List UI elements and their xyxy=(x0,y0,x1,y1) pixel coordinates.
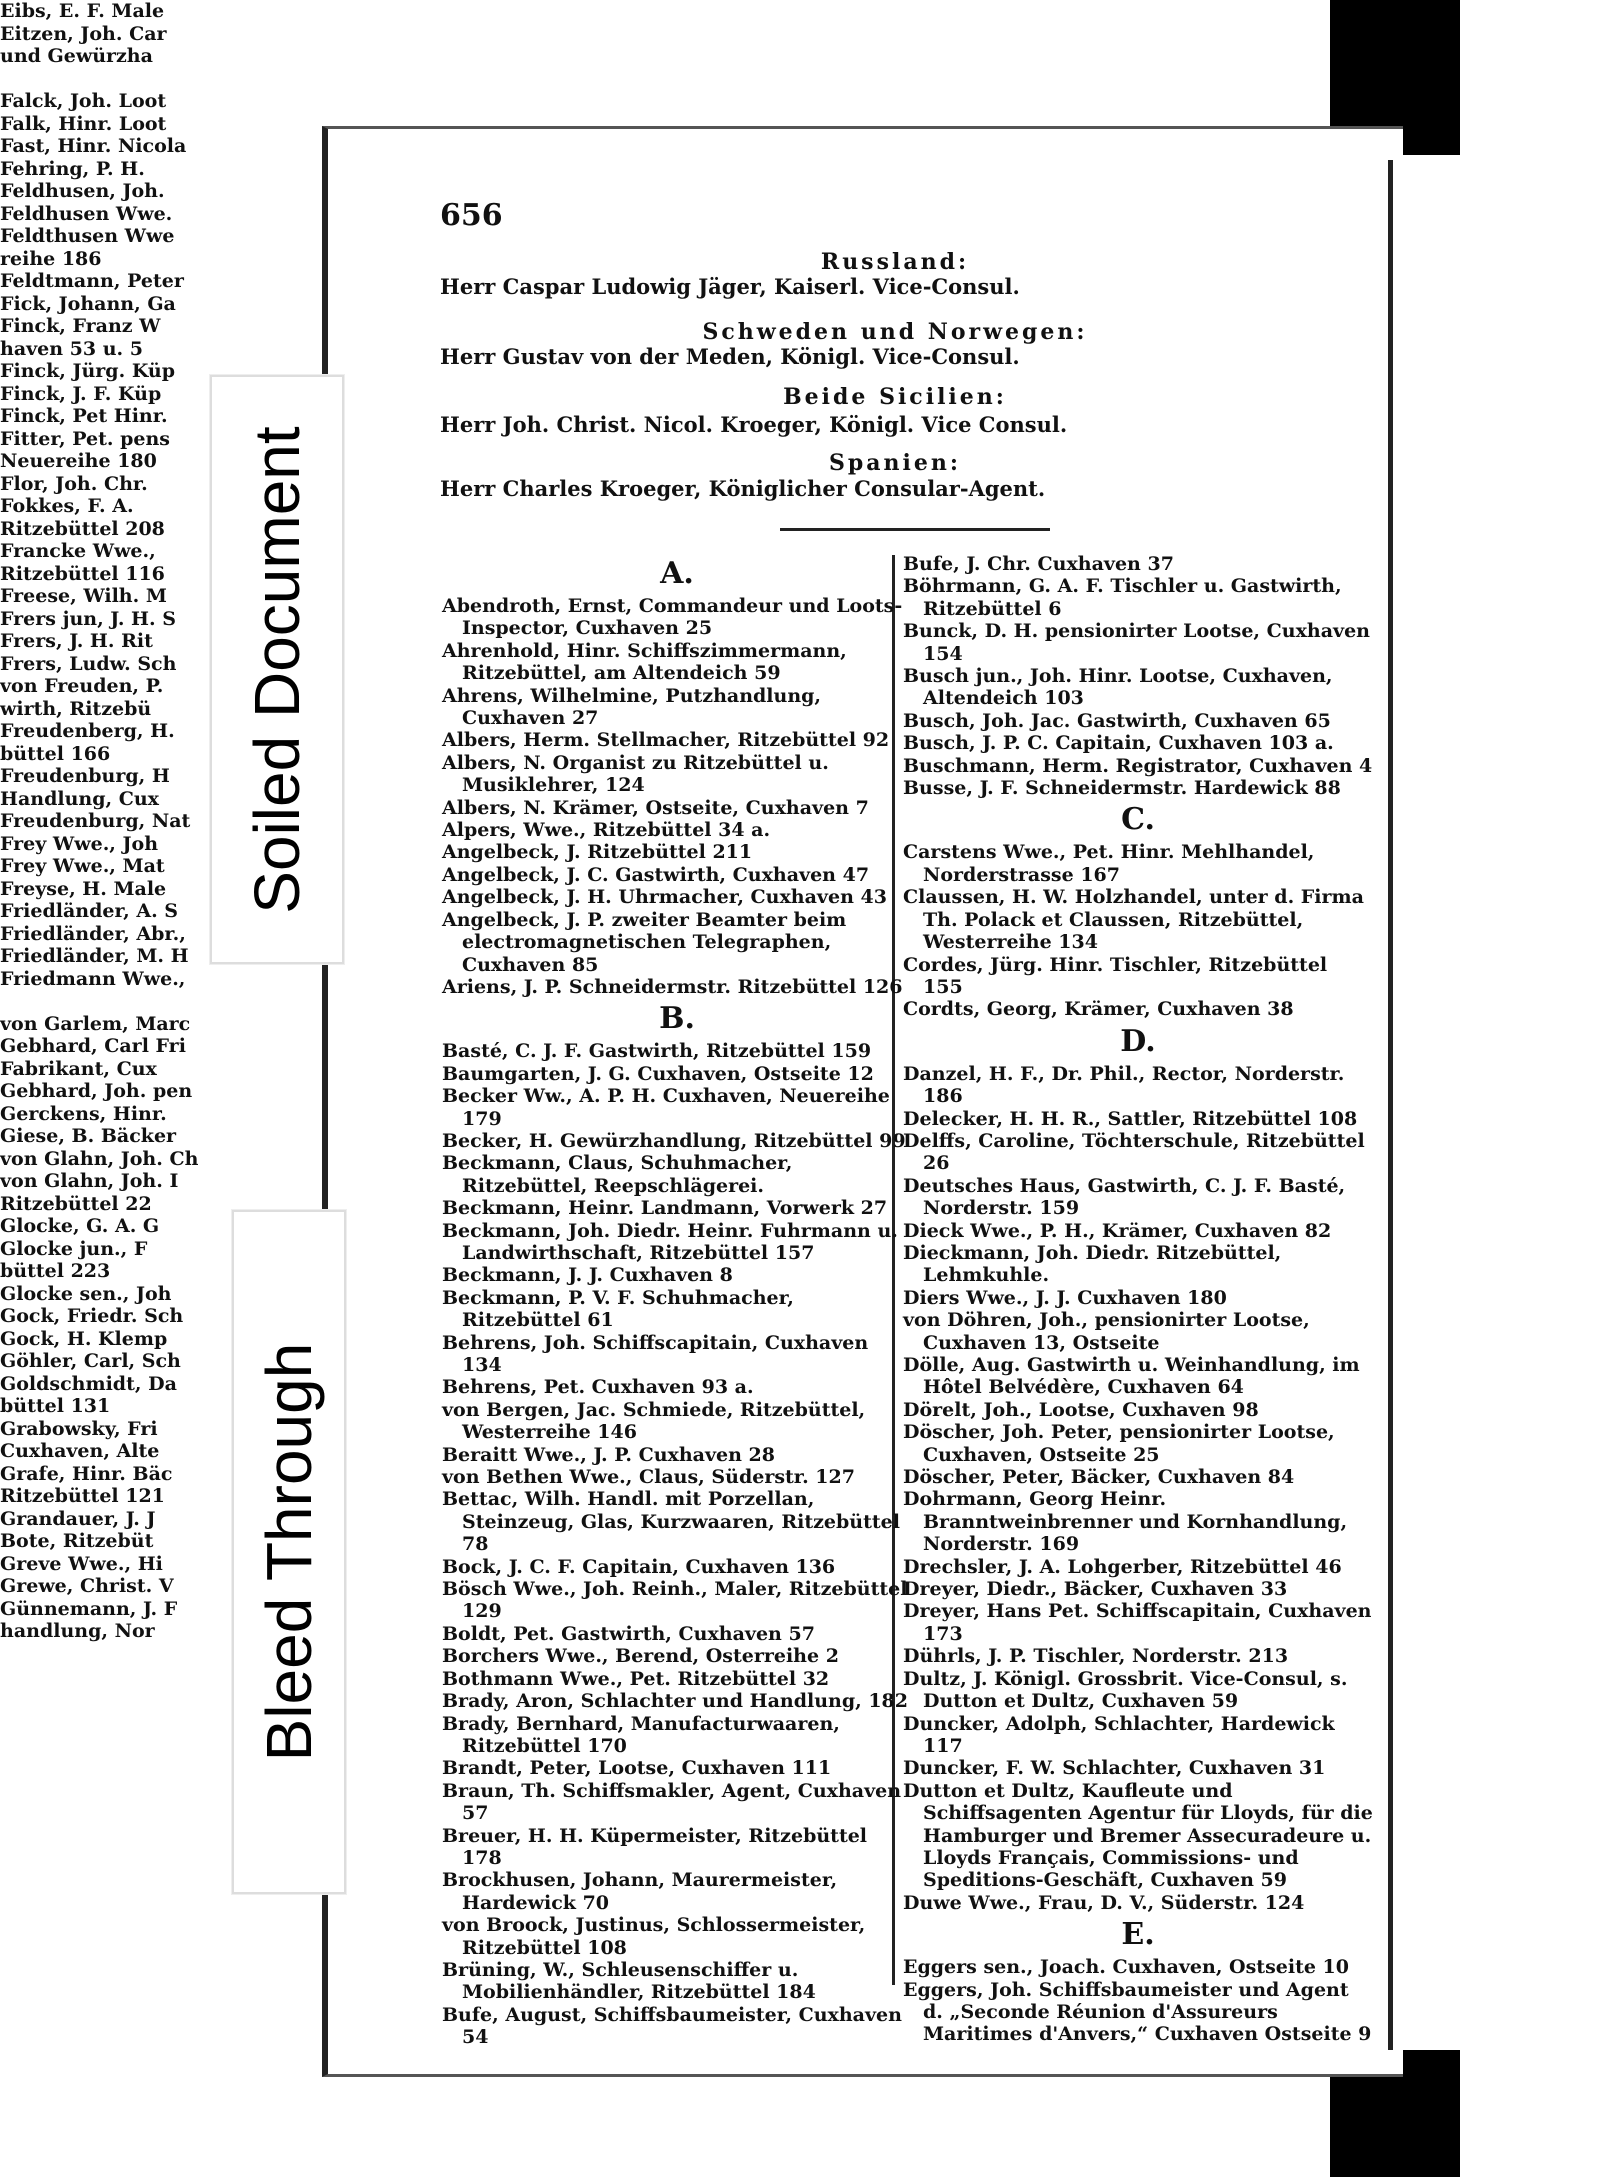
directory-entry: Boldt, Pet. Gastwirth, Cuxhaven 57 xyxy=(442,1622,815,1645)
edge-entry xyxy=(0,990,170,1013)
directory-entry: Eggers sen., Joach. Cuxhaven, Ostseite 10 xyxy=(903,1956,1349,1979)
edge-entry: Fick, Johann, Ga xyxy=(0,292,176,315)
edge-entry: Grewe, Christ. V xyxy=(0,1575,174,1597)
directory-entry: Angelbeck, J. H. Uhrmacher, Cuxhaven 43 xyxy=(442,886,887,909)
edge-entry: Cuxhaven, Alte xyxy=(0,1440,160,1462)
directory-entry: Beraitt Wwe., J. P. Cuxhaven 28 xyxy=(442,1443,775,1466)
directory-entry: Delecker, H. H. R., Sattler, Ritzebüttel 108 xyxy=(903,1107,1358,1130)
directory-entry: Carstens Wwe., Pet. Hinr. Mehlhandel, Norderstrasse 167 xyxy=(903,841,1315,886)
edge-entry: Finck, Jürg. Küp xyxy=(0,360,176,382)
directory-entry: Beckmann, J. J. Cuxhaven 8 xyxy=(442,1264,733,1287)
section-letter: A. xyxy=(660,556,694,591)
directory-entry: Duncker, F. W. Schlachter, Cuxhaven 31 xyxy=(903,1757,1326,1780)
edge-entry: Ritzebüttel 22 xyxy=(0,1192,152,1215)
edge-entry: Grabowsky, Fri xyxy=(0,1417,158,1440)
edge-entry: haven 53 u. 5 xyxy=(0,337,144,360)
directory-entry: Baumgarten, J. G. Cuxhaven, Ostseite 12 xyxy=(442,1062,874,1085)
edge-entry: Glocke, G. A. G xyxy=(0,1215,160,1237)
edge-entry: Freyse, H. Male xyxy=(0,877,167,900)
directory-entry: Braun, Th. Schiffsmakler, Agent, Cuxhaven 57 xyxy=(442,1779,902,1825)
edge-entry: Freudenberg, H. xyxy=(0,720,175,742)
edge-entry: Feldtmann, Peter xyxy=(0,270,184,292)
directory-entry: Bettac, Wilh. Handl. mit Porzellan, Steinzeug, Glas, Kurzwaaren, Ritzebüttel 78 xyxy=(442,1488,900,1556)
edge-entry: Gock, H. Klemp xyxy=(0,1327,168,1350)
edge-entry: Giese, B. Bäcker xyxy=(0,1125,177,1147)
edge-entry: handlung, Nor xyxy=(0,1620,155,1642)
edge-entry: Handlung, Cux xyxy=(0,787,159,810)
soiled-document-label-text: Soiled Document xyxy=(241,425,313,914)
directory-entry: Busch, J. P. C. Capitain, Cuxhaven 103 a. xyxy=(903,732,1334,755)
edge-entry: Fabrikant, Cux xyxy=(0,1057,157,1080)
directory-entry: Brüning, W., Schleusenschiffer u. Mobilienhändler, Ritzebüttel 184 xyxy=(442,1958,816,2004)
directory-entry: Ahrenhold, Hinr. Schiffszimmermann, Ritzebüttel, am Altendeich 59 xyxy=(442,639,847,685)
edge-entry: Fitter, Pet. pens xyxy=(0,427,170,450)
directory-entry: Cordes, Jürg. Hinr. Tischler, Ritzebüttel 155 xyxy=(903,953,1328,998)
edge-entry: Friedmann Wwe., xyxy=(0,967,186,990)
directory-entry: Drechsler, J. A. Lohgerber, Ritzebüttel 46 xyxy=(903,1555,1342,1578)
directory-entry: Beckmann, Joh. Diedr. Heinr. Fuhrmann u. Landwirthschaft, Ritzebüttel 157 xyxy=(442,1219,898,1264)
directory-entry: Brady, Bernhard, Manufacturwaaren, Ritzebüttel 170 xyxy=(442,1712,840,1757)
bleed-through-label-text: Bleed Through xyxy=(253,1342,325,1762)
directory-entry: Dutton et Dultz, Kaufleute und Schiffsagenten Agentur für Lloyds, für die Hamburger und Bremer Assecuradeure u. Lloyds Français, Commissions- und Speditions-Geschäft, Cuxhaven 59 xyxy=(903,1779,1373,1892)
directory-entry: von Bethen Wwe., Claus, Süderstr. 127 xyxy=(442,1466,855,1489)
directory-entry: Bothmann Wwe., Pet. Ritzebüttel 32 xyxy=(442,1667,830,1690)
edge-entry: reihe 186 xyxy=(0,247,102,270)
directory-entry: Dreyer, Hans Pet. Schiffscapitain, Cuxhaven 173 xyxy=(903,1600,1372,1645)
directory-entry: Dreyer, Diedr., Bäcker, Cuxhaven 33 xyxy=(903,1578,1288,1601)
directory-entry: Becker Ww., A. P. H. Cuxhaven, Neuereihe 179 xyxy=(442,1085,890,1130)
directory-entry: Claussen, H. W. Holzhandel, unter d. Firma Th. Polack et Claussen, Ritzebüttel, Westerreihe 134 xyxy=(903,886,1364,954)
consul-line-russland: Herr Caspar Ludowig Jäger, Kaiserl. Vice-Consul. xyxy=(440,274,1020,299)
directory-column-edge xyxy=(0,0,199,1643)
directory-entry: Becker, H. Gewürzhandlung, Ritzebüttel 99 xyxy=(442,1129,906,1152)
consul-heading-schweden: Schweden und Norwegen: xyxy=(702,319,1088,345)
section-separator xyxy=(780,528,1050,531)
directory-entry: Döscher, Joh. Peter, pensionirter Lootse, Cuxhaven, Ostseite 25 xyxy=(903,1421,1335,1466)
directory-entry: von Bergen, Jac. Schmiede, Ritzebüttel, Westerreihe 146 xyxy=(442,1398,866,1444)
directory-entry: Dieck Wwe., P. H., Krämer, Cuxhaven 82 xyxy=(903,1219,1332,1242)
directory-entry: Danzel, H. F., Dr. Phil., Rector, Norderstr. 186 xyxy=(903,1062,1345,1108)
edge-entry: Gock, Friedr. Sch xyxy=(0,1305,184,1327)
directory-entry: Albers, N. Organist zu Ritzebüttel u. Musiklehrer, 124 xyxy=(442,751,829,797)
edge-entry: Francke Wwe., xyxy=(0,540,156,562)
consul-heading-spanien: Spanien: xyxy=(829,450,961,476)
directory-entry: Duncker, Adolph, Schlachter, Hardewick 117 xyxy=(903,1712,1335,1757)
edge-entry: Frey Wwe., Mat xyxy=(0,855,165,877)
page-number: 656 xyxy=(440,198,503,233)
edge-entry: Günnemann, J. F xyxy=(0,1597,178,1620)
directory-entry: Dieckmann, Joh. Diedr. Ritzebüttel, Lehmkuhle. xyxy=(903,1241,1282,1287)
edge-entry: Feldhusen, Joh. xyxy=(0,180,165,202)
section-letter: B. xyxy=(659,1001,695,1037)
directory-entry: Böhrmann, G. A. F. Tischler u. Gastwirth, Ritzebüttel 6 xyxy=(903,575,1342,620)
directory-entry: Ahrens, Wilhelmine, Putzhandlung, Cuxhaven 27 xyxy=(442,684,822,730)
directory-entry: Borchers Wwe., Berend, Osterreihe 2 xyxy=(442,1645,839,1668)
consul-heading-sicilien: Beide Sicilien: xyxy=(783,384,1007,410)
edge-entry: Goldschmidt, Da xyxy=(0,1372,177,1395)
edge-entry: Göhler, Carl, Sch xyxy=(0,1350,181,1372)
edge-entry: Grafe, Hinr. Bäc xyxy=(0,1462,173,1485)
directory-entry: Delffs, Caroline, Töchterschule, Ritzebüttel 26 xyxy=(903,1129,1365,1175)
consul-line-schweden: Herr Gustav von der Meden, Königl. Vice-Consul. xyxy=(440,344,1020,369)
soiled-document-label xyxy=(210,375,344,964)
directory-entry: Dohrmann, Georg Heinr. Branntweinbrenner und Kornhandlung, Norderstr. 169 xyxy=(903,1488,1348,1556)
directory-entry: Behrens, Joh. Schiffscapitain, Cuxhaven 134 xyxy=(442,1331,869,1376)
directory-entry: Cordts, Georg, Krämer, Cuxhaven 38 xyxy=(903,998,1294,1021)
directory-entry: Busse, J. F. Schneidermstr. Hardewick 88 xyxy=(903,777,1341,800)
edge-entry: von Glahn, Joh. I xyxy=(0,1170,179,1192)
edge-entry: Finck, J. F. Küp xyxy=(0,382,162,405)
right-page-edge xyxy=(1388,160,1605,2050)
consul-line-sicilien: Herr Joh. Christ. Nicol. Kroeger, Königl. Vice Consul. xyxy=(440,412,1068,437)
edge-entry: Eitzen, Joh. Car xyxy=(0,22,167,45)
edge-entry: wirth, Ritzebü xyxy=(0,697,152,720)
directory-entry: Albers, Herm. Stellmacher, Ritzebüttel 92 xyxy=(442,729,890,752)
edge-entry: Ritzebüttel 208 xyxy=(0,517,165,540)
directory-entry: Bösch Wwe., Joh. Reinh., Maler, Ritzebüttel 129 xyxy=(442,1578,908,1623)
edge-entry: büttel 131 xyxy=(0,1395,111,1417)
directory-entry: Beckmann, Claus, Schuhmacher, Ritzebüttel, Reepschlägerei. xyxy=(442,1152,793,1197)
edge-entry: Bote, Ritzebüt xyxy=(0,1530,154,1552)
section-letter: D. xyxy=(1120,1023,1156,1059)
edge-entry: Glocke jun., F xyxy=(0,1237,148,1260)
directory-entry: Diers Wwe., J. J. Cuxhaven 180 xyxy=(903,1286,1227,1309)
edge-entry: Fehring, P. H. xyxy=(0,157,145,180)
edge-entry: Friedländer, Abr., xyxy=(0,922,186,945)
directory-entry: Dultz, J. Königl. Grossbrit. Vice-Consul, s. Dutton et Dultz, Cuxhaven 59 xyxy=(903,1667,1348,1713)
directory-entry: Buschmann, Herm. Registrator, Cuxhaven 4 xyxy=(903,754,1373,777)
edge-entry: Gerckens, Hinr. xyxy=(0,1102,167,1125)
directory-entry: Brockhusen, Johann, Maurermeister, Hardewick 70 xyxy=(442,1869,838,1914)
directory-entry: Deutsches Haus, Gastwirth, C. J. F. Basté, Norderstr. 159 xyxy=(903,1174,1346,1220)
edge-entry: Eibs, E. F. Male xyxy=(0,0,165,22)
edge-entry: Neuereihe 180 xyxy=(0,450,157,472)
directory-entry: Dölle, Aug. Gastwirth u. Weinhandlung, im Hôtel Belvédère, Cuxhaven 64 xyxy=(903,1354,1360,1399)
edge-entry: Fast, Hinr. Nicola xyxy=(0,135,187,157)
directory-entry: Busch, Joh. Jac. Gastwirth, Cuxhaven 65 xyxy=(903,709,1331,732)
edge-entry: Feldhusen Wwe. xyxy=(0,202,173,225)
directory-entry: Döscher, Peter, Bäcker, Cuxhaven 84 xyxy=(903,1466,1295,1489)
directory-entry: Alpers, Wwe., Ritzebüttel 34 a. xyxy=(442,819,771,842)
edge-entry: Freudenburg, H xyxy=(0,765,170,787)
edge-entry: Gebhard, Carl Fri xyxy=(0,1035,186,1057)
edge-entry: Frers jun, J. H. S xyxy=(0,607,176,630)
edge-entry: Fokkes, F. A. xyxy=(0,495,134,517)
edge-entry: büttel 166 xyxy=(0,742,111,765)
edge-entry: Frers, Ludw. Sch xyxy=(0,652,177,675)
edge-entry: Freese, Wilh. M xyxy=(0,585,167,607)
edge-entry: Friedländer, A. S xyxy=(0,900,179,922)
directory-entry: Busch jun., Joh. Hinr. Lootse, Cuxhaven, Altendeich 103 xyxy=(903,665,1333,710)
edge-entry: Greve Wwe., Hi xyxy=(0,1552,163,1575)
directory-entry: Behrens, Pet. Cuxhaven 93 a. xyxy=(442,1376,754,1399)
edge-entry: Frers, J. H. Rit xyxy=(0,630,153,652)
bleed-through-label xyxy=(232,1210,346,1894)
edge-entry xyxy=(0,68,170,91)
directory-entry: Albers, N. Krämer, Ostseite, Cuxhaven 7 xyxy=(442,796,869,819)
section-letter: E. xyxy=(1121,1917,1155,1953)
edge-entry: von Garlem, Marc xyxy=(0,1012,191,1035)
directory-entry: Bock, J. C. F. Capitain, Cuxhaven 136 xyxy=(442,1555,836,1578)
directory-entry: Bufe, August, Schiffsbaumeister, Cuxhaven 54 xyxy=(442,2003,902,2049)
edge-entry: Falk, Hinr. Loot xyxy=(0,112,167,135)
section-letter: C. xyxy=(1121,802,1155,838)
directory-entry: Angelbeck, J. C. Gastwirth, Cuxhaven 47 xyxy=(442,863,870,886)
directory-entry: Breuer, H. H. Küpermeister, Ritzebüttel 178 xyxy=(442,1824,868,1869)
edge-entry: Finck, Pet Hinr. xyxy=(0,405,168,427)
edge-entry: Ritzebüttel 116 xyxy=(0,562,165,585)
directory-entry: Ariens, J. P. Schneidermstr. Ritzebüttel 126 xyxy=(442,975,903,998)
directory-entry: Angelbeck, J. Ritzebüttel 211 xyxy=(442,841,753,864)
edge-entry: Ritzebüttel 121 xyxy=(0,1485,165,1507)
edge-entry: Flor, Joh. Chr. xyxy=(0,472,148,495)
directory-column-right xyxy=(903,553,1373,2046)
edge-entry: Glocke sen., Joh xyxy=(0,1282,172,1305)
directory-entry: Brady, Aron, Schlachter und Handlung, 182 xyxy=(442,1690,909,1713)
directory-entry: Bunck, D. H. pensionirter Lootse, Cuxhaven 154 xyxy=(903,620,1370,665)
edge-entry: Grandauer, J. J xyxy=(0,1507,156,1530)
edge-entry: Frey Wwe., Joh xyxy=(0,832,159,855)
directory-entry: Brandt, Peter, Lootse, Cuxhaven 111 xyxy=(442,1757,832,1780)
edge-entry: Friedländer, M. H xyxy=(0,945,189,967)
edge-entry: Gebhard, Joh. pen xyxy=(0,1080,193,1102)
consul-line-spanien: Herr Charles Kroeger, Königlicher Consular-Agent. xyxy=(440,476,1046,501)
directory-entry: Basté, C. J. F. Gastwirth, Ritzebüttel 159 xyxy=(442,1040,872,1063)
directory-entry: Beckmann, Heinr. Landmann, Vorwerk 27 xyxy=(442,1197,888,1220)
directory-column-left xyxy=(442,553,912,2049)
edge-entry: Freudenburg, Nat xyxy=(0,810,191,832)
directory-entry: Eggers, Joh. Schiffsbaumeister und Agent d. „Seconde Réunion d'Assureurs Maritimes d'Anvers,“ Cuxhaven Ostseite 9 xyxy=(903,1978,1372,2046)
edge-entry: Falck, Joh. Loot xyxy=(0,90,167,112)
edge-entry: und Gewürzha xyxy=(0,45,153,67)
directory-entry: Abendroth, Ernst, Commandeur und Loots-Inspector, Cuxhaven 25 xyxy=(442,595,903,640)
edge-entry: Feldthusen Wwe xyxy=(0,225,175,247)
edge-entry: büttel 223 xyxy=(0,1260,111,1282)
directory-entry: von Döhren, Joh., pensionirter Lootse, Cuxhaven 13, Ostseite xyxy=(903,1309,1310,1354)
directory-entry: Beckmann, P. V. F. Schuhmacher, Ritzebüttel 61 xyxy=(442,1286,794,1332)
consul-heading-russland: Russland: xyxy=(820,249,970,275)
directory-entry: Angelbeck, J. P. zweiter Beamter beim electromagnetischen Telegraphen, Cuxhaven 85 xyxy=(442,908,847,976)
edge-entry: von Glahn, Joh. Ch xyxy=(0,1147,199,1170)
edge-entry: Finck, Franz W xyxy=(0,315,161,337)
directory-entry: Dörelt, Joh., Lootse, Cuxhaven 98 xyxy=(903,1398,1259,1421)
directory-entry: von Broock, Justinus, Schlossermeister, Ritzebüttel 108 xyxy=(442,1914,866,1959)
directory-entry: Dührls, J. P. Tischler, Norderstr. 213 xyxy=(903,1645,1289,1668)
edge-entry: von Freuden, P. xyxy=(0,675,164,697)
directory-entry: Duwe Wwe., Frau, D. V., Süderstr. 124 xyxy=(903,1891,1305,1914)
directory-entry: Bufe, J. Chr. Cuxhaven 37 xyxy=(903,553,1174,575)
